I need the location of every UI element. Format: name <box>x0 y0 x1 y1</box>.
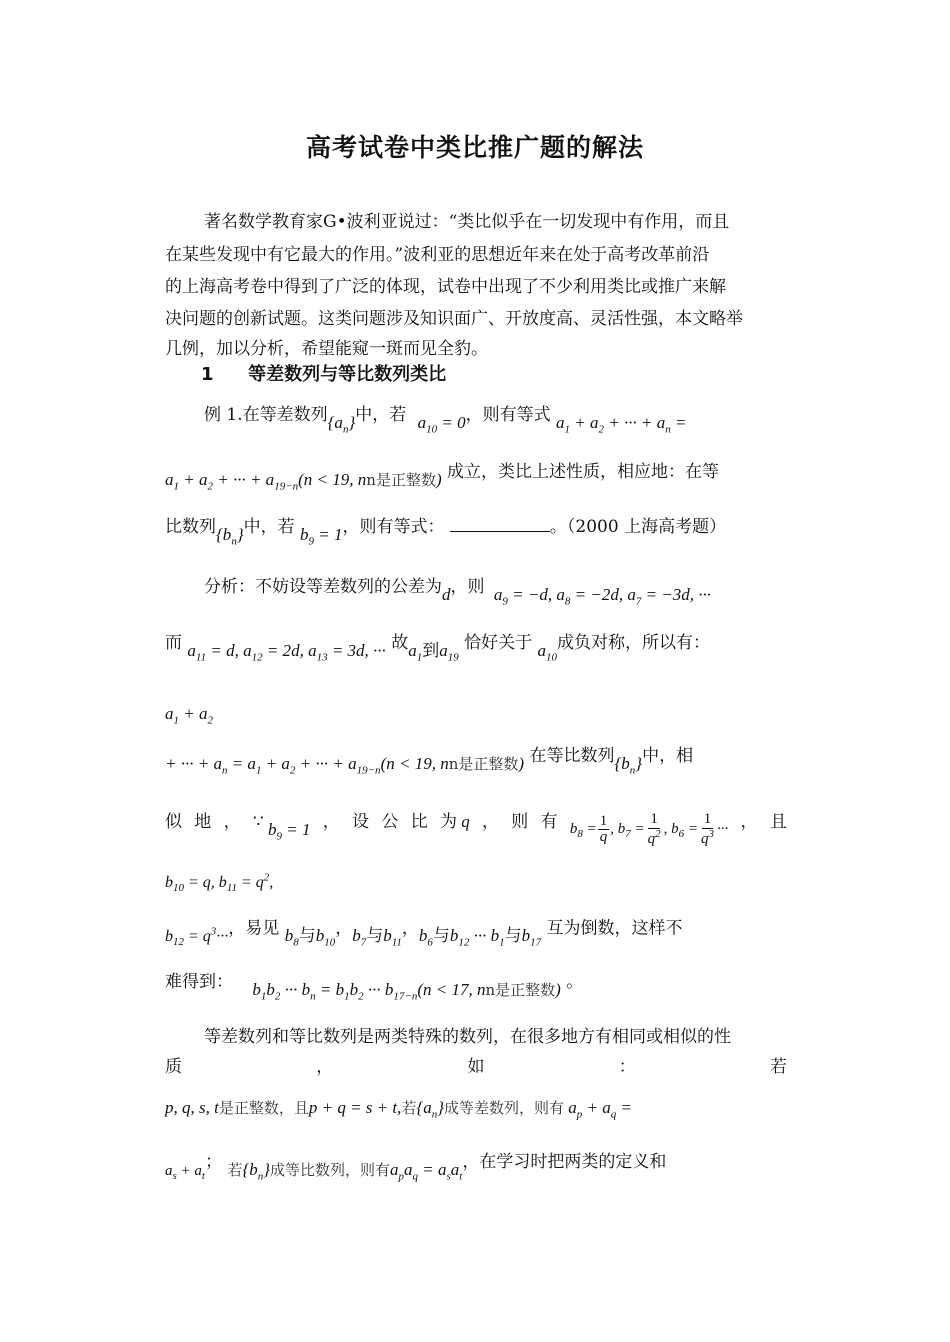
intro-line-4: 决问题的创新试题。这类问题涉及知识面广、开放度高、灵活性强，本文略举 <box>165 309 743 329</box>
intro-line-5: 几例，加以分析，希望能窥一斑而见全豹。 <box>165 339 488 359</box>
analysis-line-4: + ··· + $a_n = a_1 + a_2$ + ··· + $a_{19-n}(n < 19$, nn是正整数) 在等比数列$\{b_n\}$中，相 <box>165 746 694 777</box>
answer-blank[interactable] <box>450 517 550 532</box>
analysis-line-2: 而 $a_{11} = d$, $a_{12} = 2d$, $a_{13} = 3d$, ··· 故$a_1$到$a_{19}$ 恰好关于 $a_{10}$成负对称，所以有： <box>165 633 711 664</box>
analysis-line-8: 难得到： $b_1b_2$ ··· $b_n = b_1b_2$ ··· $b_{17-n}(n < 17$, nn是正整数) 。 <box>165 972 584 1003</box>
closing-line-4: $a_s + a_t$； 若$\{b_n\}$成等比数列，则有$a_pa_q = a_sa_t$，在学习时把两类的定义和 <box>165 1152 667 1183</box>
example-line-3: 比数列$\{b_n\}$中，若 $b_9 = 1$，则有等式： 。（2000 上海高考题） <box>165 517 727 548</box>
intro-line-1: 著名数学教育家G•波利亚说过：“类比似乎在一切发现中有作用，而且 <box>204 212 730 232</box>
analysis-line-7: $b_{12} = q^3\cdot\cdot\cdot$，易见 $b_8$与$b_{10}$，$b_7$与$b_{11}$，$b_6$与$b_{12}$ ··· $b_1$与$b_{17}$ 互为倒数，这样不 <box>165 918 683 949</box>
example-line-2: $a_1 + a_2$ + ··· + $a_{19-n}(n < 19$, nn是正整数) 成立，类比上述性质，相应地：在等 <box>165 462 720 493</box>
analysis-line-3: $a_1 + a_2$ <box>165 704 213 727</box>
analysis-line-6: $b_{10} = q$, $b_{11} = q^2$, <box>165 872 274 895</box>
analysis-line-5: 似 地 ， ∵ $b_9 = 1$ ， 设 公 比 为 q ， 则 有 $b_8$ = $\frac{1}{q}$ , $b_7$ = $\frac{1}{q^2}$ , $b_6$ = $\frac{1}{q^3}$ ··· ， 且 <box>165 811 787 847</box>
example-line-1: 例 1.在等差数列$\{a_n\}$中，若 $a_{10} = 0$，则有等式 $a_1 + a_2$ + ··· + $a_n$ = <box>204 405 687 436</box>
closing-line-3: p, q, s, t是正整数，且p + q = s + t,若$\{a_n\}$成等差数列，则有 $a_p + a_q$ = <box>165 1098 632 1121</box>
intro-line-2: 在某些发现中有它最大的作用。”波利亚的思想近年来在处于高考改革前沿 <box>165 245 710 265</box>
analysis-line-1: 分析：不妨设等差数列的公差为d，则 $a_9 = -d$, $a_8 = -2d$, $a_7 = -3d$, ··· <box>204 577 712 608</box>
section-heading <box>201 364 446 386</box>
closing-line-2: 质 ， 如 ： 若 <box>165 1057 787 1077</box>
page-title: 高考试卷中类比推广题的解法 <box>305 133 644 162</box>
intro-line-3: 的上海高考卷中得到了广泛的体现，试卷中出现了不少利用类比或推广来解 <box>165 277 726 297</box>
section-title: 等差数列与等比数列类比 <box>248 364 447 385</box>
section-number: 1 <box>201 364 214 385</box>
closing-line-1: 等差数列和等比数列是两类特殊的数列，在很多地方有相同或相似的性 <box>204 1027 731 1047</box>
